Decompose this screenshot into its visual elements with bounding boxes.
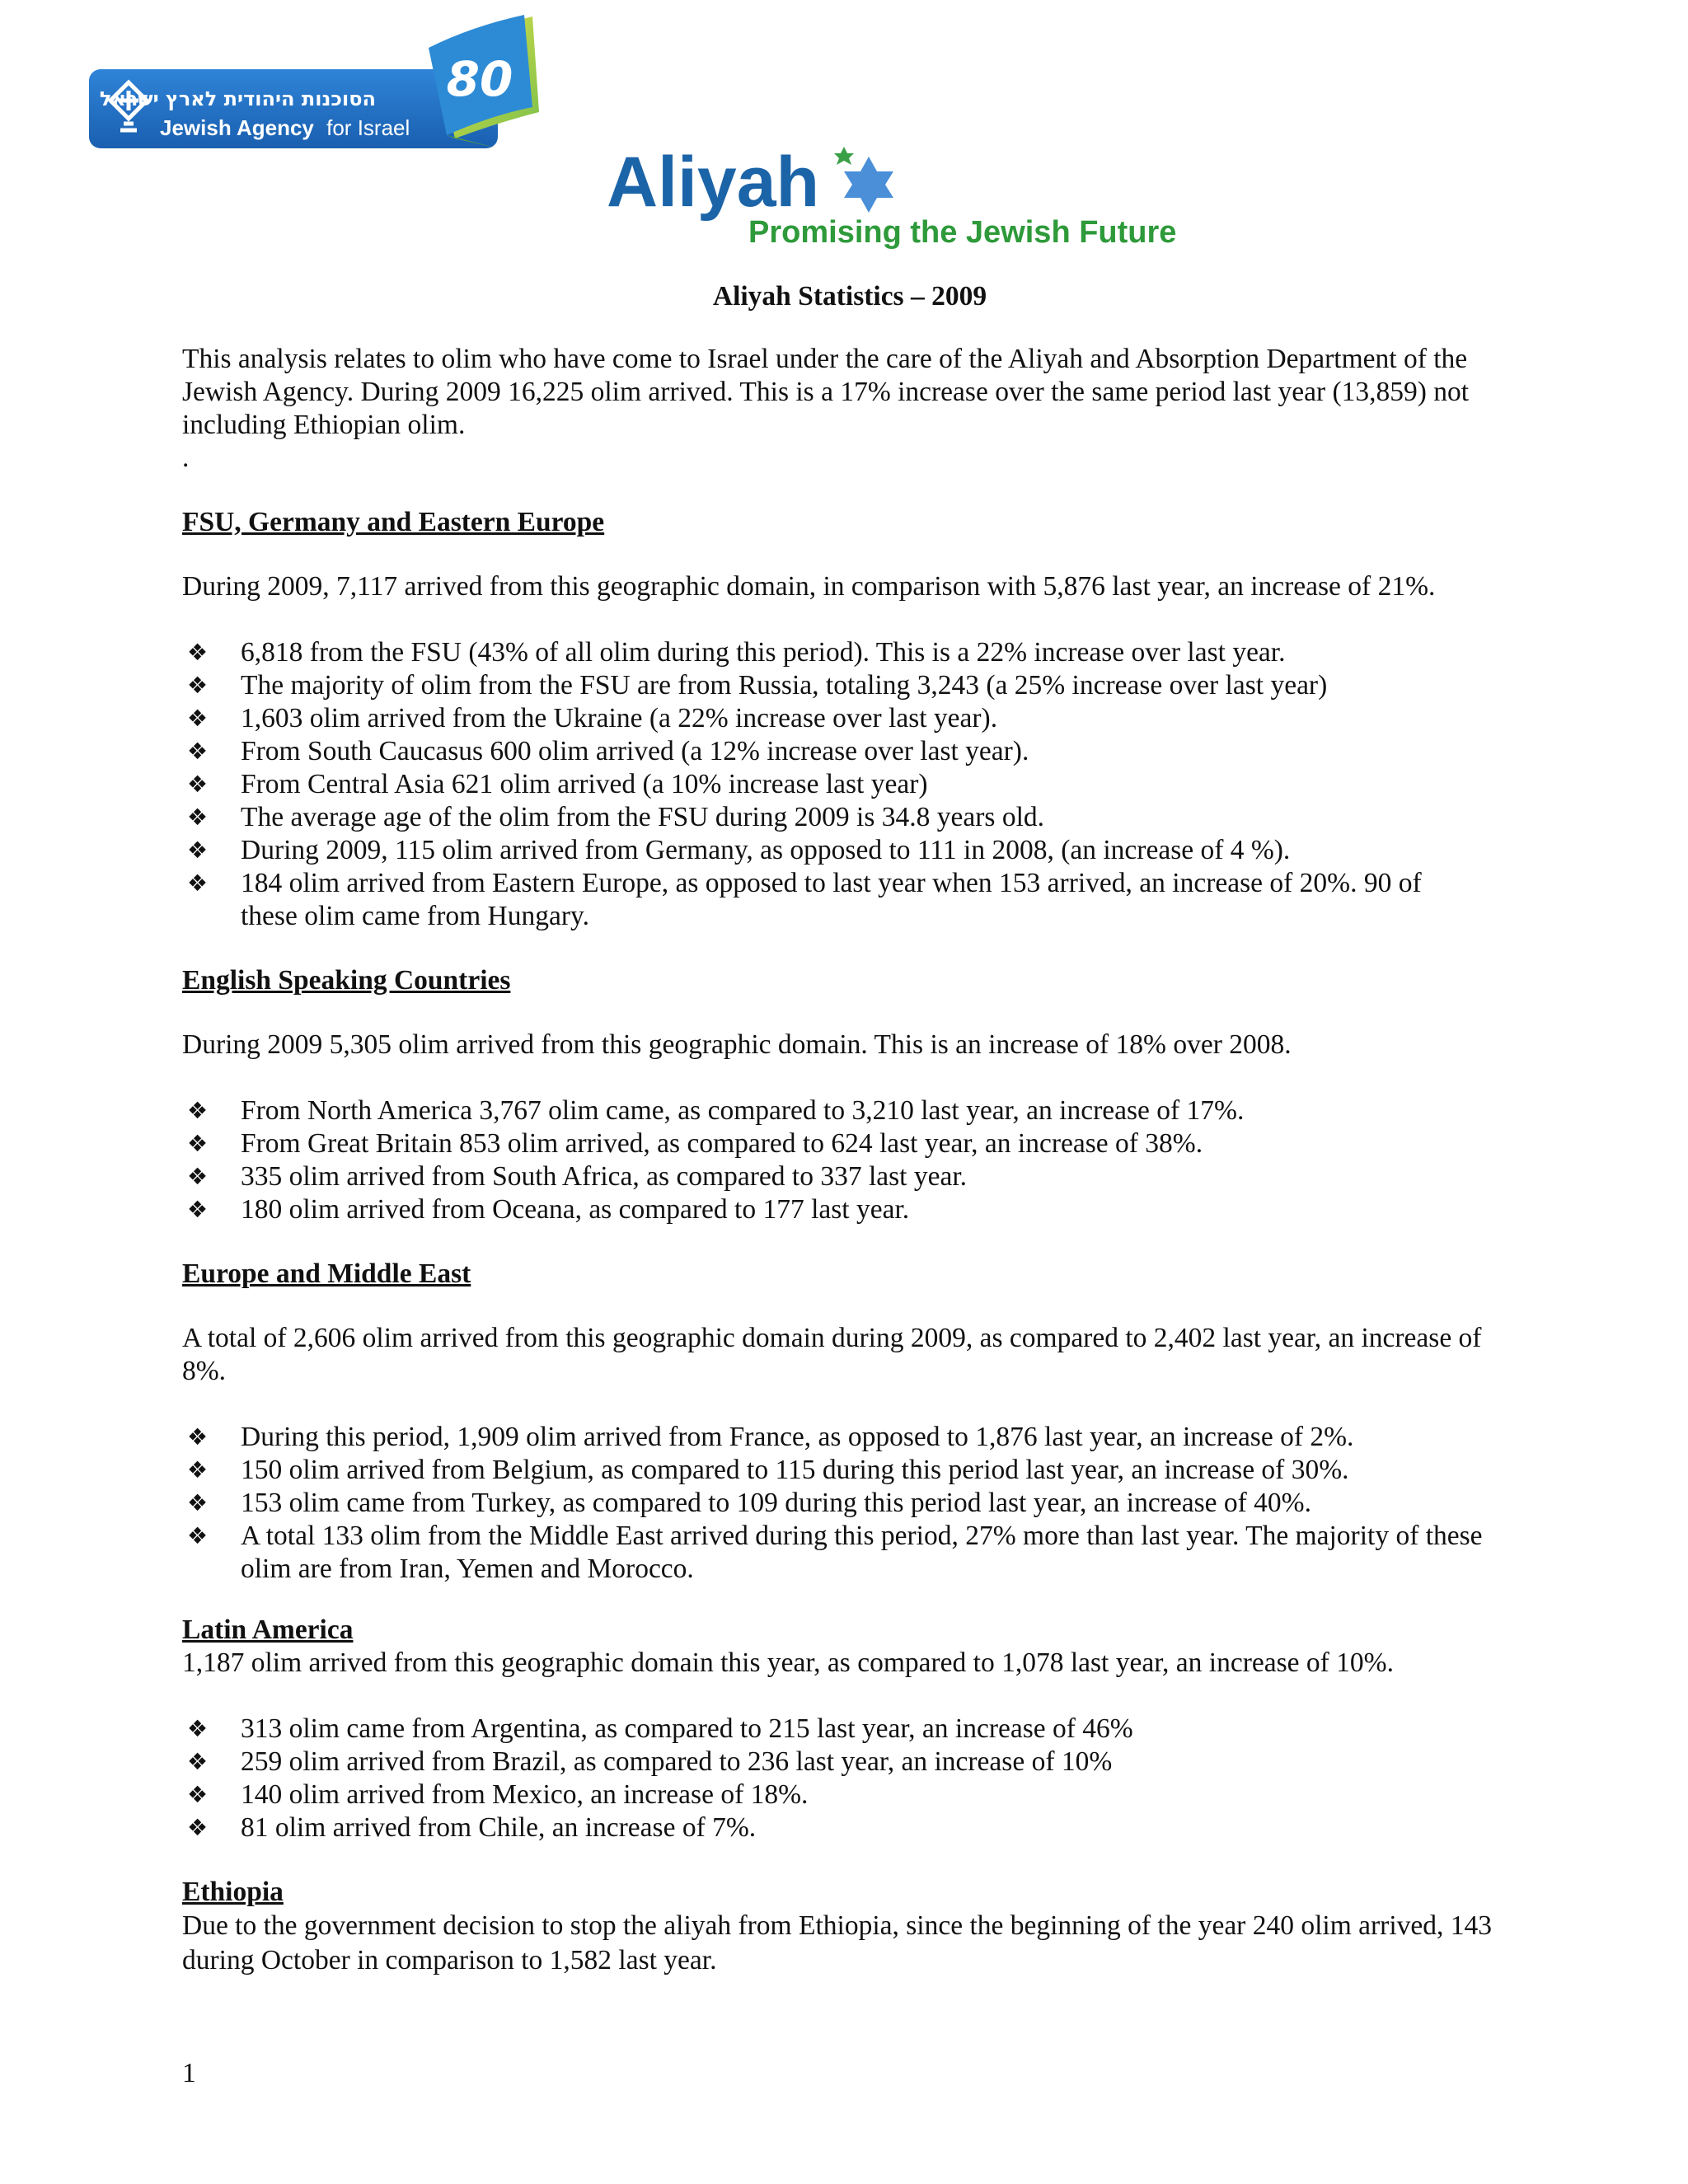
list-item: ❖ 153 olim came from Turkey, as compared to 109 during this period last year, an increase of 40%. <box>187 1488 1311 1518</box>
bullet-list-fsu <box>182 636 1517 933</box>
bullet-diamond-icon: ❖ <box>187 869 209 897</box>
agency-name-bold: Jewish Agency <box>160 115 314 140</box>
section-summary-ethiopia: Due to the government decision to stop the aliyah from Ethiopia, since the beginning of the year 240 olim arrived, 143 during October in comparison to 1,582 last year. <box>182 1910 1492 1975</box>
list-item: ❖ The majority of olim from the FSU are from Russia, totaling 3,243 (a 25% increase over last year) <box>187 670 1328 701</box>
list-item: ❖ From South Caucasus 600 olim arrived (a 12% increase over last year). <box>187 736 1029 766</box>
section-summary-fsu: During 2009, 7,117 arrived from this geographic domain, in comparison with 5,876 last year, an increase of 21%. <box>182 571 1436 602</box>
bullet-list-english-speaking <box>182 1094 1517 1226</box>
list-item: ❖ A total 133 olim from the Middle East arrived during this period, 27% more than last year. The majority of these olim are from Iran, Yemen and Morocco. <box>187 1521 1483 1584</box>
bullet-diamond-icon: ❖ <box>187 738 209 765</box>
list-item: ❖ 140 olim arrived from Mexico, an increase of 18%. <box>187 1779 809 1810</box>
section-heading-english-speaking: English Speaking Countries <box>182 965 511 996</box>
agency-hebrew-name: הסוכנות היהודית לארץ ישראל <box>99 87 376 110</box>
aliyah-tagline: Promising the Jewish Future <box>748 215 1177 250</box>
list-item: ❖ During this period, 1,909 olim arrived from France, as opposed to 1,876 last year, an increase of 2%. <box>187 1422 1354 1452</box>
section-heading-latin-america: Latin America <box>182 1615 354 1645</box>
aliyah-logo <box>602 142 1179 257</box>
page-number: 1 <box>182 2058 196 2088</box>
section-summary-english-speaking: During 2009 5,305 olim arrived from this geographic domain. This is an increase of 18% over 2008. <box>182 1029 1292 1060</box>
list-item: ❖ 313 olim came from Argentina, as compared to 215 last year, an increase of 46% <box>187 1713 1133 1744</box>
bullet-diamond-icon: ❖ <box>187 804 209 831</box>
bullet-diamond-icon: ❖ <box>187 672 209 699</box>
bullet-diamond-icon: ❖ <box>187 771 209 798</box>
bullet-diamond-icon: ❖ <box>187 1489 209 1516</box>
list-item: ❖ During 2009, 115 olim arrived from Germany, as opposed to 111 in 2008, (an increase of 4 %). <box>187 835 1291 865</box>
section-heading-europe-middle-east: Europe and Middle East <box>182 1258 471 1289</box>
bullet-diamond-icon: ❖ <box>187 1522 209 1549</box>
list-item: ❖ From Central Asia 621 olim arrived (a 10% increase last year) <box>187 769 928 799</box>
section-summary-latin-america: 1,187 olim arrived from this geographic domain this year, as compared to 1,078 last year, an increase of 10%. <box>182 1647 1394 1678</box>
list-item: ❖ 150 olim arrived from Belgium, as compared to 115 during this period last year, an increase of 30%. <box>187 1455 1349 1485</box>
list-item: ❖ 335 olim arrived from South Africa, as compared to 337 last year. <box>187 1161 968 1192</box>
bullet-diamond-icon: ❖ <box>187 1456 209 1483</box>
list-item: ❖ From Great Britain 853 olim arrived, as compared to 624 last year, an increase of 38%. <box>187 1128 1203 1159</box>
section-heading-fsu: FSU, Germany and Eastern Europe <box>182 507 605 537</box>
star-of-david-icon <box>834 147 893 213</box>
bullet-diamond-icon: ❖ <box>187 837 209 864</box>
list-item: ❖ 184 olim arrived from Eastern Europe, as opposed to last year when 153 arrived, an increase of 20%. 90 of these olim came from Hungary. <box>187 868 1422 931</box>
bullet-diamond-icon: ❖ <box>187 705 209 732</box>
bullet-diamond-icon: ❖ <box>187 639 209 666</box>
section-summary-europe-middle-east: A total of 2,606 olim arrived from this geographic domain during 2009, as compared to 2,402 last year, an increase of 8%. <box>182 1323 1482 1386</box>
bullet-list-europe-middle-east <box>182 1421 1517 1586</box>
aliyah-wordmark: Aliyah <box>607 143 820 222</box>
list-item: ❖ 6,818 from the FSU (43% of all olim during this period). This is a 22% increase over last year. <box>187 637 1286 668</box>
intro-paragraph: This analysis relates to olim who have come to Israel under the care of the Aliyah and Absorption Department of the Jewish Agency. During 2009 16,225 olim arrived. This is a 17% increase over the same period last year (13,859) not including Ethiopian olim. <box>182 344 1470 440</box>
list-item: ❖ The average age of the olim from the FSU during 2009 is 34.8 years old. <box>187 802 1045 832</box>
svg-text:Jewish Agency for Israel <box>160 115 410 140</box>
document-title: Aliyah Statistics – 2009 <box>712 281 987 312</box>
bullet-diamond-icon: ❖ <box>187 1781 209 1808</box>
section-heading-ethiopia: Ethiopia <box>182 1877 284 1907</box>
bullet-diamond-icon: ❖ <box>187 1748 209 1775</box>
list-item: ❖ 259 olim arrived from Brazil, as compared to 236 last year, an increase of 10% <box>187 1746 1113 1777</box>
agency-name-rest: for Israel <box>326 115 410 140</box>
bullet-diamond-icon: ❖ <box>187 1130 209 1157</box>
jewish-agency-logo <box>87 15 549 151</box>
bullet-diamond-icon: ❖ <box>187 1196 209 1223</box>
bullet-diamond-icon: ❖ <box>187 1814 209 1841</box>
bullet-list-latin-america <box>182 1713 1517 1844</box>
intro-dot: . <box>182 443 190 473</box>
list-item: ❖ 180 olim arrived from Oceana, as compared to 177 last year. <box>187 1194 910 1225</box>
bullet-diamond-icon: ❖ <box>187 1715 209 1742</box>
bullet-diamond-icon: ❖ <box>187 1163 209 1190</box>
anniversary-number: 80 <box>446 51 513 107</box>
bullet-diamond-icon: ❖ <box>187 1097 209 1124</box>
bullet-diamond-icon: ❖ <box>187 1423 209 1451</box>
list-item: ❖ 81 olim arrived from Chile, an increase of 7%. <box>187 1812 757 1843</box>
document-body <box>182 280 1517 1978</box>
list-item: ❖ From North America 3,767 olim came, as compared to 3,210 last year, an increase of 17%. <box>187 1095 1245 1126</box>
list-item: ❖ 1,603 olim arrived from the Ukraine (a 22% increase over last year). <box>187 703 998 733</box>
